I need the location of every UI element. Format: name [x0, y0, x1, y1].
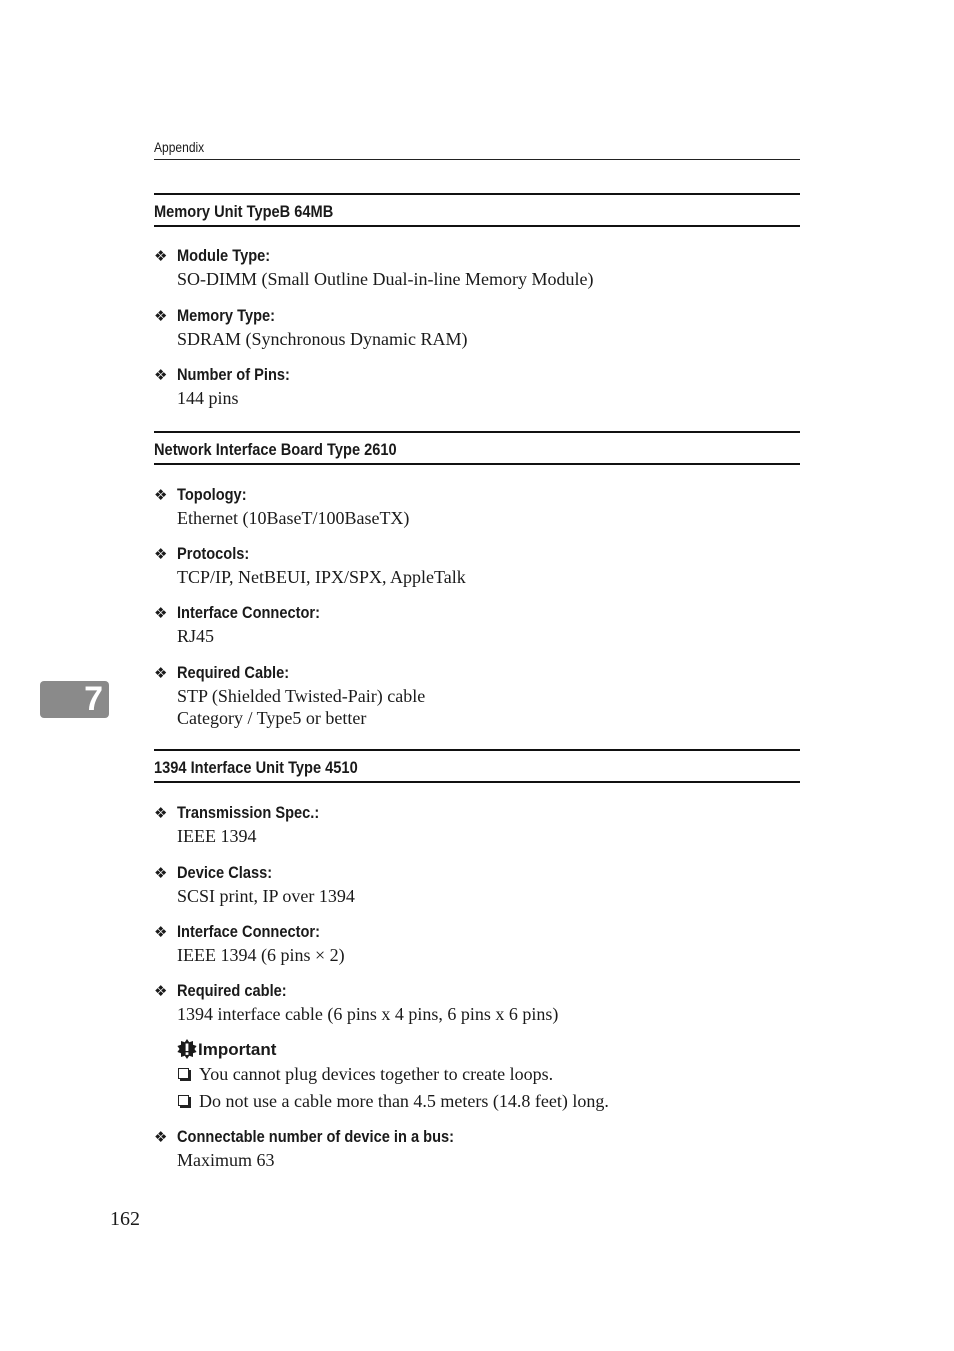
diamond-bullet-icon: ❖: [154, 545, 168, 563]
diamond-bullet-icon: ❖: [154, 247, 168, 265]
important-icon: [177, 1039, 197, 1059]
spec-label: Number of Pins:: [177, 365, 290, 384]
spec-item-memory-type: [154, 306, 800, 350]
diamond-bullet-icon: ❖: [154, 307, 168, 325]
checkbox-bullet-icon: [178, 1068, 189, 1079]
spec-item-device-class: [154, 863, 800, 907]
section-title-memory-unit: [154, 193, 800, 227]
spec-label: Interface Connector:: [177, 922, 320, 941]
spec-value: Category / Type5 or better: [177, 708, 367, 728]
spec-value: STP (Shielded Twisted-Pair) cable: [177, 686, 426, 706]
spec-label: Interface Connector:: [177, 603, 320, 622]
important-bullet: [177, 1090, 797, 1117]
section-title-text: Memory Unit TypeB 64MB: [154, 202, 334, 221]
diamond-bullet-icon: ❖: [154, 486, 168, 504]
spec-value: Maximum 63: [177, 1150, 275, 1170]
important-heading: Important: [198, 1040, 277, 1059]
header-rule: [154, 159, 800, 160]
bullet-text: Do not use a cable more than 4.5 meters (14.8 feet) long.: [199, 1091, 609, 1111]
important-bullet: [177, 1063, 797, 1090]
diamond-bullet-icon: ❖: [154, 1128, 168, 1146]
spec-label: Module Type:: [177, 246, 271, 265]
diamond-bullet-icon: ❖: [154, 804, 168, 822]
spec-label: Memory Type:: [177, 306, 276, 325]
diamond-bullet-icon: ❖: [154, 982, 168, 1000]
spec-value: 144 pins: [177, 388, 239, 408]
diamond-bullet-icon: ❖: [154, 366, 168, 384]
spec-item-connectable-devices: [154, 1127, 800, 1171]
spec-item-interface-connector: [154, 603, 800, 647]
section-title-text: 1394 Interface Unit Type 4510: [154, 758, 358, 777]
spec-label: Topology:: [177, 485, 247, 504]
important-note: [177, 1039, 797, 1117]
spec-value: SO-DIMM (Small Outline Dual-in-line Memory Module): [177, 269, 594, 289]
spec-label: Required Cable:: [177, 663, 290, 682]
spec-item-interface-connector-1394: [154, 922, 800, 966]
section-title-network-interface-board: [154, 431, 800, 465]
page-number: 162: [110, 1208, 140, 1230]
spec-item-protocols: [154, 544, 800, 588]
spec-value: 1394 interface cable (6 pins x 4 pins, 6 pins x 6 pins): [177, 1004, 559, 1024]
diamond-bullet-icon: ❖: [154, 664, 168, 682]
spec-value: Ethernet (10BaseT/100BaseTX): [177, 508, 410, 528]
spec-label: Transmission Spec.:: [177, 803, 320, 822]
spec-value: IEEE 1394 (6 pins × 2): [177, 945, 345, 965]
header-section-label: Appendix: [154, 139, 205, 155]
chapter-tab: [40, 681, 109, 718]
spec-label: Device Class:: [177, 863, 273, 882]
section-title-1394-interface-unit: [154, 749, 800, 783]
spec-value: TCP/IP, NetBEUI, IPX/SPX, AppleTalk: [177, 567, 466, 587]
spec-label: Required cable:: [177, 981, 287, 1000]
spec-item-transmission-spec: [154, 803, 800, 847]
diamond-bullet-icon: ❖: [154, 604, 168, 622]
spec-label: Protocols:: [177, 544, 250, 563]
spec-value: SDRAM (Synchronous Dynamic RAM): [177, 329, 468, 349]
chapter-tab-number: 7: [84, 680, 103, 718]
spec-value: IEEE 1394: [177, 826, 257, 846]
spec-value: RJ45: [177, 626, 215, 646]
diamond-bullet-icon: ❖: [154, 923, 168, 941]
spec-item-number-of-pins: [154, 365, 800, 409]
spec-item-module-type: [154, 246, 800, 290]
spec-item-topology: [154, 485, 800, 529]
spec-value: SCSI print, IP over 1394: [177, 886, 355, 906]
spec-item-required-cable: [154, 663, 800, 729]
spec-label: Connectable number of device in a bus:: [177, 1127, 455, 1146]
section-title-text: Network Interface Board Type 2610: [154, 440, 397, 459]
bullet-text: You cannot plug devices together to create loops.: [199, 1064, 554, 1084]
checkbox-bullet-icon: [178, 1095, 189, 1106]
diamond-bullet-icon: ❖: [154, 864, 168, 882]
spec-item-required-cable-1394: [154, 981, 800, 1025]
